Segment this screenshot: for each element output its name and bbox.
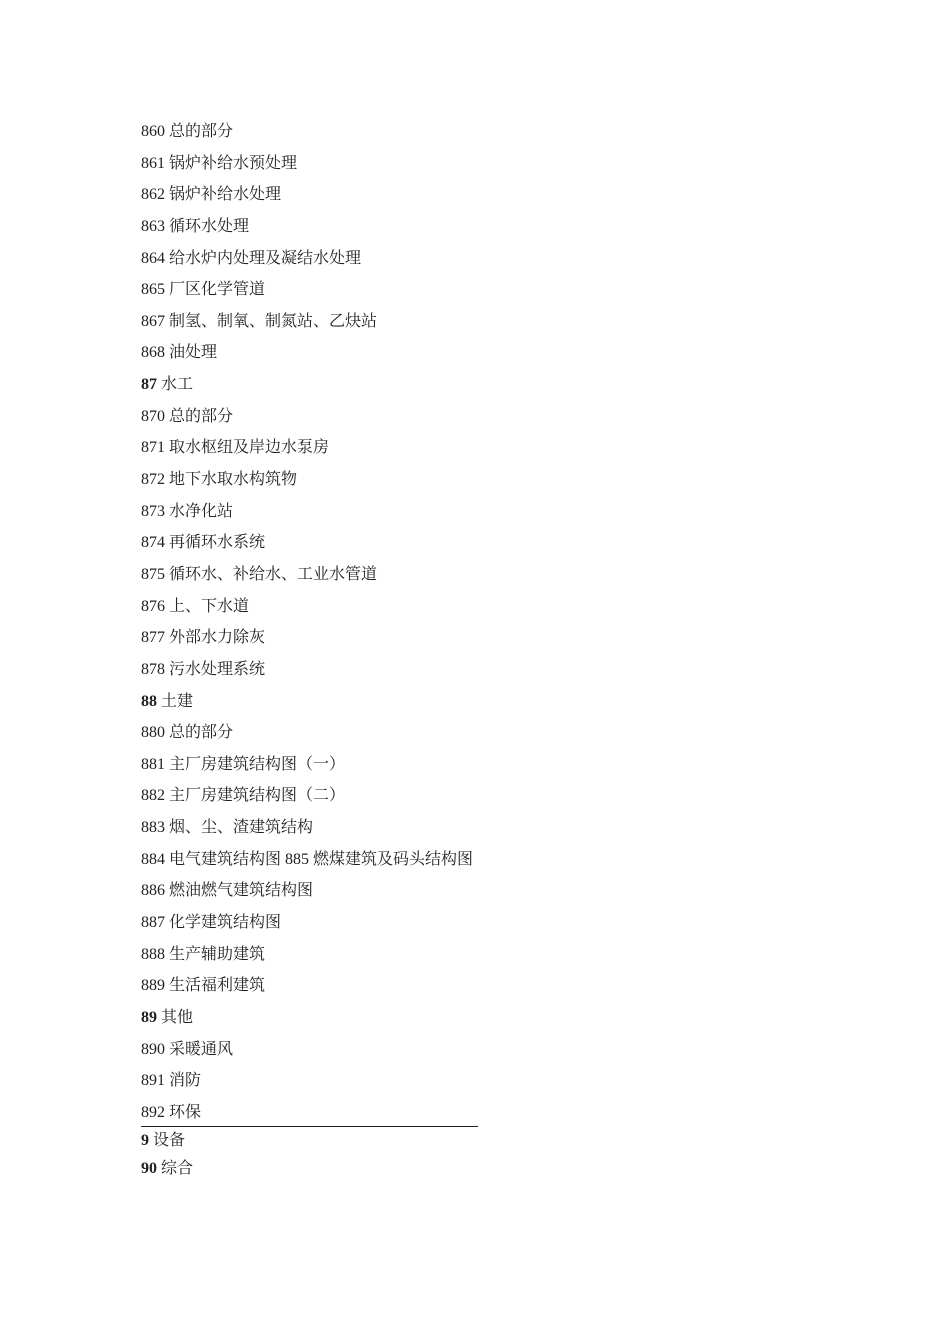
item-text: 污水处理系统 — [169, 660, 266, 678]
list-item — [141, 243, 481, 275]
section-heading — [141, 1153, 481, 1185]
list-item — [141, 875, 481, 907]
list-item — [141, 812, 481, 844]
section-code: 87 — [141, 376, 157, 394]
list-item — [141, 148, 481, 180]
item-text: 上、下水道 — [169, 597, 250, 615]
section-heading — [141, 686, 481, 718]
item-code: 890 — [141, 1040, 165, 1058]
list-item — [141, 844, 481, 876]
list-item — [141, 496, 481, 528]
item-code: 881 — [141, 755, 165, 773]
item-text: 总的部分 — [169, 123, 234, 140]
item-text: 制氢、制氧、制氮站、乙炔站 — [169, 312, 378, 330]
list-item — [141, 401, 481, 433]
list-item — [141, 939, 481, 971]
list-item — [141, 970, 481, 1002]
item-text: 油处理 — [169, 344, 218, 362]
item-text: 生活福利建筑 — [169, 977, 266, 995]
list-item — [141, 1097, 481, 1129]
item-code: 871 — [141, 439, 165, 457]
item-code: 872 — [141, 471, 165, 489]
list-item — [141, 1065, 481, 1097]
list-item — [141, 559, 481, 591]
item-code: 880 — [141, 724, 165, 742]
item-code: 889 — [141, 977, 165, 995]
list-item — [141, 622, 481, 654]
item-text: 厂区化学管道 — [169, 281, 266, 299]
section-title: 其他 — [161, 1008, 194, 1026]
list-item — [141, 749, 481, 781]
item-code: 886 — [141, 882, 165, 900]
item-code: 878 — [141, 660, 165, 678]
item-text: 地下水取水构筑物 — [169, 471, 298, 489]
list-item — [141, 211, 481, 243]
list-item — [141, 527, 481, 559]
list-item — [141, 654, 481, 686]
item-text: 循环水处理 — [169, 217, 250, 235]
item-code: 883 — [141, 819, 165, 837]
item-code: 873 — [141, 502, 165, 520]
item-code: 882 — [141, 787, 165, 805]
item-text: 总的部分 — [169, 407, 234, 425]
list-item — [141, 432, 481, 464]
item-text: 循环水、补给水、工业水管道 — [169, 565, 378, 583]
item-code: 864 — [141, 249, 165, 267]
item-text: 取水枢纽及岸边水泵房 — [169, 439, 330, 457]
item-code: 874 — [141, 534, 165, 552]
item-text: 消防 — [169, 1072, 202, 1090]
item-text: 燃油燃气建筑结构图 — [169, 882, 314, 900]
section-heading — [141, 369, 481, 401]
item-text: 水净化站 — [169, 502, 234, 520]
section-code: 89 — [141, 1008, 157, 1026]
list-item — [141, 717, 481, 749]
item-text: 锅炉补给水处理 — [169, 186, 282, 204]
section-title: 设备 — [153, 1131, 186, 1149]
item-text: 环保 — [169, 1103, 202, 1121]
section-title: 综合 — [161, 1159, 194, 1177]
item-code: 870 — [141, 407, 165, 425]
list-item — [141, 780, 481, 812]
document-body — [141, 116, 481, 1184]
item-text: 锅炉补给水预处理 — [169, 154, 298, 172]
item-code: 867 — [141, 312, 165, 330]
item-code: 863 — [141, 217, 165, 235]
item-code: 860 — [141, 123, 165, 140]
item-code: 888 — [141, 945, 165, 963]
section-title: 水工 — [161, 376, 194, 394]
item-code: 892 — [141, 1103, 165, 1121]
item-text: 电气建筑结构图 885 燃煤建筑及码头结构图 — [169, 850, 474, 868]
item-text: 化学建筑结构图 — [169, 914, 282, 932]
item-code: 868 — [141, 344, 165, 362]
list-item — [141, 116, 481, 148]
item-text: 给水炉内处理及凝结水处理 — [169, 249, 362, 267]
item-code: 865 — [141, 281, 165, 299]
section-code: 88 — [141, 692, 157, 710]
list-item — [141, 907, 481, 939]
item-text: 主厂房建筑结构图（二） — [169, 787, 346, 805]
item-text: 主厂房建筑结构图（一） — [169, 755, 346, 773]
item-text: 烟、尘、渣建筑结构 — [169, 819, 314, 837]
item-text: 总的部分 — [169, 724, 234, 742]
item-text: 再循环水系统 — [169, 534, 266, 552]
item-code: 861 — [141, 154, 165, 172]
item-text: 外部水力除灰 — [169, 629, 266, 647]
item-text: 生产辅助建筑 — [169, 945, 266, 963]
item-text: 采暖通风 — [169, 1040, 234, 1058]
item-code: 887 — [141, 914, 165, 932]
item-code: 862 — [141, 186, 165, 204]
list-item — [141, 179, 481, 211]
list-item — [141, 337, 481, 369]
section-code: 9 — [141, 1131, 149, 1149]
item-code: 875 — [141, 565, 165, 583]
item-code: 884 — [141, 850, 165, 868]
list-item — [141, 464, 481, 496]
section-heading — [141, 1129, 481, 1153]
item-code: 891 — [141, 1072, 165, 1090]
item-code: 876 — [141, 597, 165, 615]
list-item — [141, 591, 481, 623]
list-item — [141, 306, 481, 338]
list-item — [141, 1034, 481, 1066]
list-item — [141, 274, 481, 306]
section-heading — [141, 1002, 481, 1034]
section-code: 90 — [141, 1159, 157, 1177]
item-code: 877 — [141, 629, 165, 647]
section-title: 土建 — [161, 692, 194, 710]
